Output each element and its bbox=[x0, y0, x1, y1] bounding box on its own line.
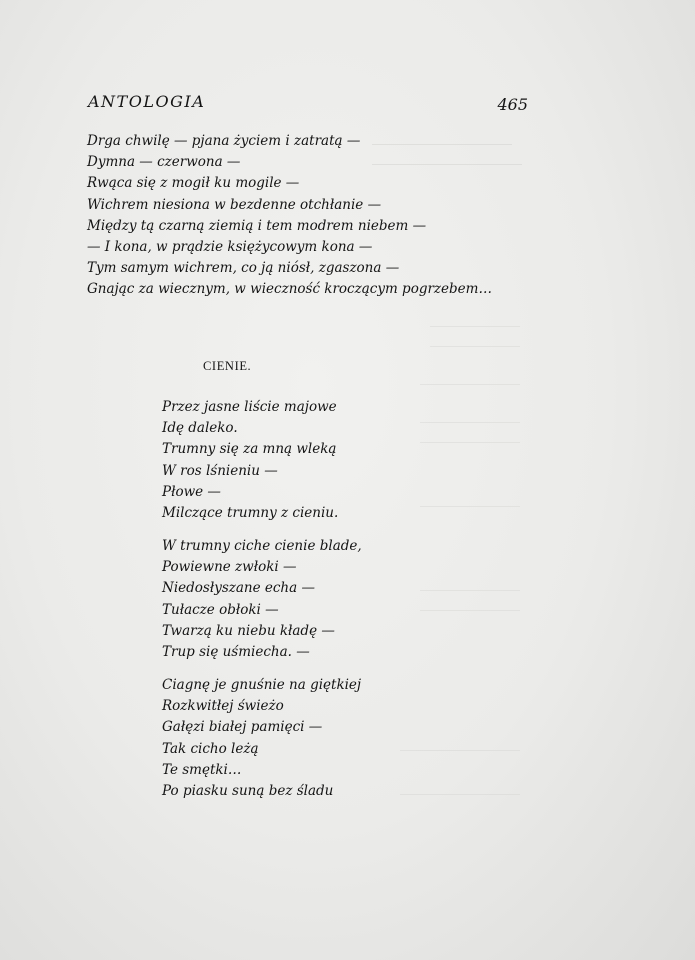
stanza bbox=[162, 536, 362, 663]
verse-line: Drga chwilę — pjana życiem i zatratą — bbox=[87, 133, 361, 149]
bleed-through-texture bbox=[420, 376, 520, 385]
bleed-through-texture bbox=[420, 582, 520, 591]
verse-line: — I kona, w prądzie księżycowym kona — bbox=[87, 238, 373, 255]
verse-line: W trumny ciche cienie blade, bbox=[162, 538, 362, 554]
poem-title: CIENIE. bbox=[203, 359, 252, 373]
verse-line: Niedosłyszane echa — bbox=[162, 580, 315, 597]
verse-line: Idę daleko. bbox=[162, 420, 238, 437]
verse-line: Płowe — bbox=[162, 483, 221, 500]
verse-line: Twarzą ku niebu kładę — bbox=[162, 622, 335, 639]
verse-line: Trup się uśmiecha. — bbox=[162, 643, 310, 660]
page-number: 465 bbox=[497, 95, 528, 114]
verse-continuation bbox=[87, 131, 492, 301]
bleed-through-texture bbox=[400, 786, 520, 795]
verse-line: Przez jasne liście majowe bbox=[162, 399, 337, 415]
bleed-through-texture bbox=[430, 338, 520, 347]
verse-line: Gałęzi białej pamięci — bbox=[162, 719, 323, 736]
verse-line: Rwąca się z mogił ku mogile — bbox=[87, 175, 300, 192]
bleed-through-texture bbox=[430, 318, 520, 327]
verse-line: Te smętki… bbox=[162, 761, 242, 778]
bleed-through-texture bbox=[420, 498, 520, 507]
verse-line: Gnając za wiecznym, w wieczność kroczącym pogrzebem… bbox=[87, 281, 492, 298]
verse-line: Rozkwitłej świeżo bbox=[162, 698, 284, 715]
verse-line: Tułacze obłoki — bbox=[162, 601, 279, 618]
verse-line: Wichrem niesiona w bezdenne otchłanie — bbox=[87, 196, 382, 213]
verse-line: Między tą czarną ziemią i tem modrem niebem — bbox=[87, 217, 427, 234]
stanza bbox=[162, 675, 361, 802]
verse-line: Powiewne zwłoki — bbox=[162, 559, 297, 576]
verse-line: Tym samym wichrem, co ją niósł, zgaszona — bbox=[87, 260, 400, 277]
verse-line: Dymna — czerwona — bbox=[87, 154, 241, 171]
bleed-through-texture bbox=[420, 434, 520, 443]
verse-line: Po piasku suną bez śladu bbox=[162, 782, 334, 799]
stanza bbox=[162, 397, 338, 524]
verse-line: Ciagnę je gnuśnie na giętkiej bbox=[162, 677, 362, 693]
verse-line: Tak cicho leżą bbox=[162, 740, 259, 757]
bleed-through-texture bbox=[420, 602, 520, 611]
verse-line: W ros lśnieniu — bbox=[162, 462, 278, 479]
running-head: ANTOLOGIA bbox=[88, 92, 206, 111]
bleed-through-texture bbox=[400, 742, 520, 751]
bleed-through-texture bbox=[420, 414, 520, 423]
verse-line: Milczące trumny z cieniu. bbox=[162, 504, 339, 521]
page-header bbox=[88, 92, 528, 116]
verse-line: Trumny się za mną wleką bbox=[162, 441, 337, 458]
